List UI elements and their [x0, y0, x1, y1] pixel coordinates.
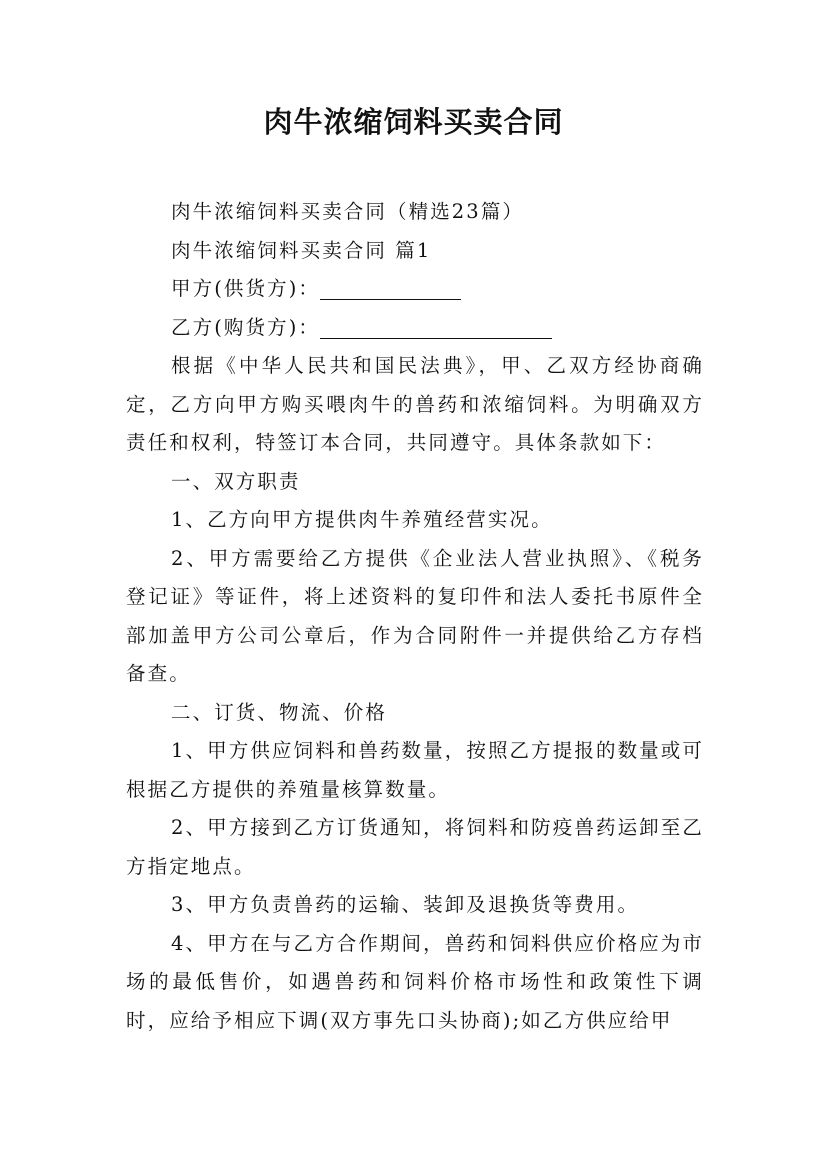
- party-b-label: 乙方(购货方)：: [171, 315, 321, 339]
- clause-paragraph: 2、甲方接到乙方订货通知，将饲料和防疫兽药运卸至乙方指定地点。: [126, 816, 704, 878]
- party-b-line: [126, 309, 704, 348]
- party-a-blank: [320, 273, 461, 300]
- party-a-line: [126, 270, 704, 309]
- party-b-blank: [320, 312, 552, 339]
- chapter-heading: 肉牛浓缩饲料买卖合同 篇1: [171, 238, 432, 262]
- clause-paragraph: 1、乙方向甲方提供肉牛养殖经营实况。: [171, 508, 553, 531]
- clause-paragraph: 1、甲方供应饲料和兽药数量，按照乙方提报的数量或可根据乙方提供的养殖量核算数量。: [126, 739, 704, 801]
- party-a-label: 甲方(供货方)：: [171, 277, 321, 300]
- section-heading-duties: 一、双方职责: [171, 469, 301, 493]
- clause-paragraph: 3、甲方负责兽药的运输、装卸及退换货等费用。: [171, 893, 640, 916]
- intro-paragraph: 根据《中华人民共和国民法典》，甲、乙双方经协商确定，乙方向甲方购买喂肉牛的兽药和浓缩饲料。为明确双方责任和权利，特签订本合同，共同遵守。具体条款如下：: [126, 354, 704, 454]
- clause-paragraph: 2、甲方需要给乙方提供《企业法人营业执照》、《税务登记证》等证件，将上述资料的复印件和法人委托书原件全部加盖甲方公司公章后，作为合同附件一并提供给乙方存档备查。: [126, 546, 704, 685]
- document-title: 肉牛浓缩饲料买卖合同: [263, 105, 564, 139]
- document-subtitle: 肉牛浓缩饲料买卖合同（精选23篇）: [171, 200, 525, 223]
- clause-paragraph: 4、甲方在与乙方合作期间，兽药和饲料供应价格应为市场的最低售价，如遇兽药和饲料价格市场性和政策性下调时，应给予相应下调(双方事先口头协商);如乙方供应给甲: [126, 931, 704, 1032]
- section-heading-ordering: 二、订货、物流、价格: [171, 700, 388, 724]
- document-body: [126, 193, 704, 1040]
